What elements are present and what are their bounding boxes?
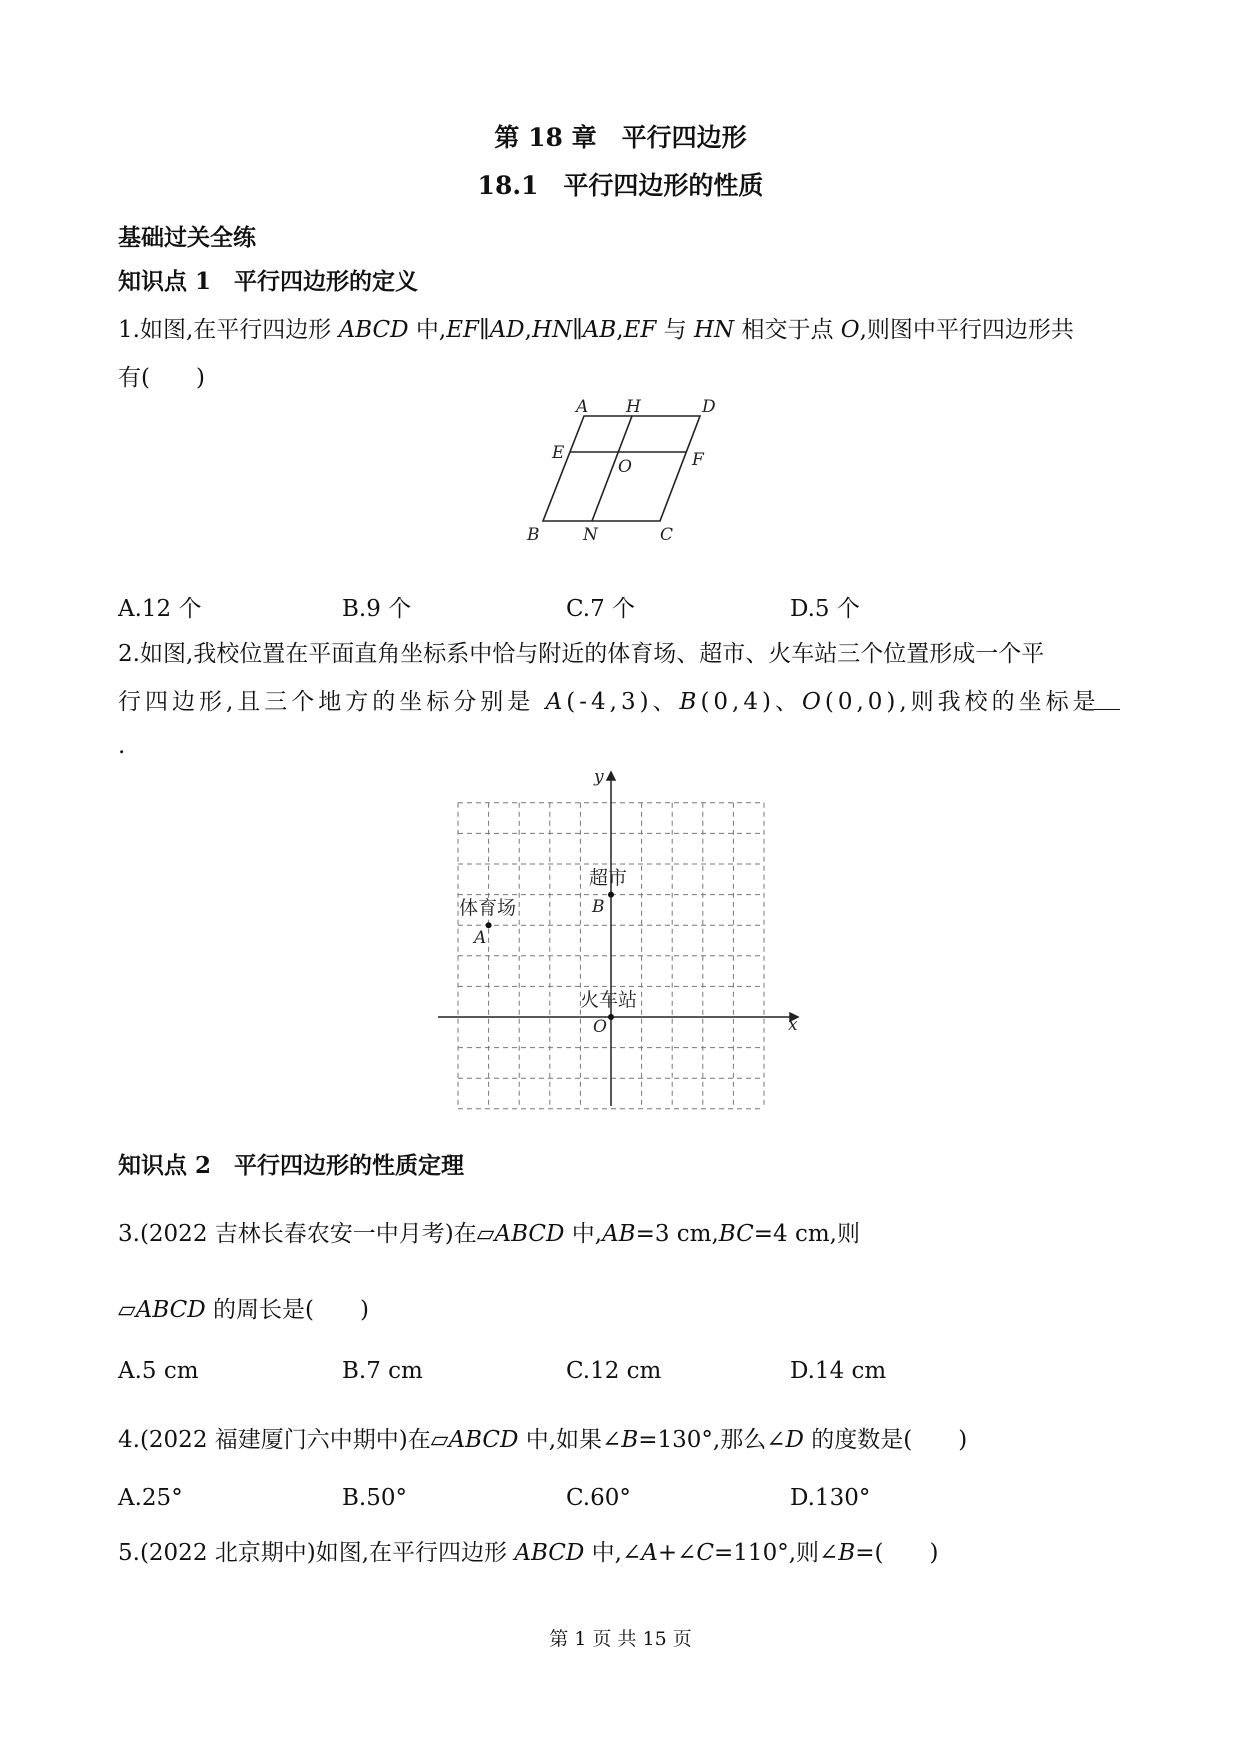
- q1-option-b: B.9 个: [342, 596, 412, 622]
- q1-option-d: D.5 个: [790, 596, 860, 622]
- question-4-line-1: 4.(2022 福建厦门六中期中)在▱ABCD 中,如果∠B=130°,那么∠D 的度数是( ): [118, 1427, 968, 1453]
- section-heading: 基础过关全练: [118, 224, 256, 251]
- label-F: F: [692, 450, 704, 470]
- x-axis-label: x: [788, 1015, 798, 1035]
- point-a-label: A: [474, 928, 487, 948]
- question-3-line-1: 3.(2022 吉林长春农安一中月考)在▱ABCD 中,AB=3 cm,BC=4 cm,则: [118, 1221, 860, 1247]
- place-a-label: 体育场: [459, 897, 517, 919]
- label-O: O: [618, 457, 632, 477]
- point-o-label: O: [593, 1017, 607, 1037]
- q3-option-a: A.5 cm: [118, 1358, 199, 1384]
- point-a: [486, 922, 492, 928]
- question-3-line-2: ▱ABCD 的周长是( ): [118, 1297, 369, 1323]
- point-o: [608, 1014, 614, 1020]
- label-H: H: [626, 398, 641, 417]
- page-footer: 第 1 页 共 15 页: [549, 1628, 692, 1650]
- label-N: N: [583, 525, 598, 545]
- knowledge-point-2: 知识点 2 平行四边形的性质定理: [118, 1152, 465, 1179]
- chapter-title: 第 18 章 平行四边形: [494, 123, 747, 152]
- question-2-line-2: 行四边形,且三个地方的坐标分别是 A(-4,3)、B(0,4)、O(0,0),则我校的坐标是: [118, 689, 1100, 715]
- label-A: A: [576, 398, 589, 417]
- point-b: [608, 892, 614, 898]
- question-2-line-3: .: [118, 733, 126, 759]
- question-1-figure: [510, 398, 730, 548]
- q3-option-b: B.7 cm: [342, 1358, 423, 1384]
- y-axis-label: y: [594, 767, 604, 787]
- q3-option-d: D.14 cm: [790, 1358, 887, 1384]
- q4-option-a: A.25°: [118, 1485, 183, 1511]
- place-b-label: 超市: [589, 867, 628, 889]
- answer-blank: [1094, 709, 1120, 710]
- label-C: C: [660, 525, 674, 545]
- question-5-line-1: 5.(2022 北京期中)如图,在平行四边形 ABCD 中,∠A+∠C=110°,则∠B=( ): [118, 1540, 939, 1566]
- section-title: 18.1 平行四边形的性质: [477, 171, 764, 200]
- q3-option-c: C.12 cm: [566, 1358, 662, 1384]
- q4-option-c: C.60°: [566, 1485, 631, 1511]
- coordinate-figure: [430, 762, 810, 1122]
- label-D: D: [702, 398, 716, 417]
- label-B: B: [527, 525, 540, 545]
- q1-option-a: A.12 个: [118, 596, 202, 622]
- question-1-line-2: 有( ): [118, 365, 205, 391]
- place-o-label: 火车站: [580, 989, 638, 1011]
- q1-option-c: C.7 个: [566, 596, 636, 622]
- q4-option-d: D.130°: [790, 1485, 871, 1511]
- label-E: E: [552, 443, 565, 463]
- question-2-line-1: 2.如图,我校位置在平面直角坐标系中恰与附近的体育场、超市、火车站三个位置形成一个平: [118, 641, 1045, 667]
- question-1-line-1: 1.如图,在平行四边形 ABCD 中,EF∥AD,HN∥AB,EF 与 HN 相交于点 O,则图中平行四边形共: [118, 317, 1074, 343]
- point-b-label: B: [592, 897, 605, 917]
- q4-option-b: B.50°: [342, 1485, 407, 1511]
- knowledge-point-1: 知识点 1 平行四边形的定义: [118, 268, 419, 295]
